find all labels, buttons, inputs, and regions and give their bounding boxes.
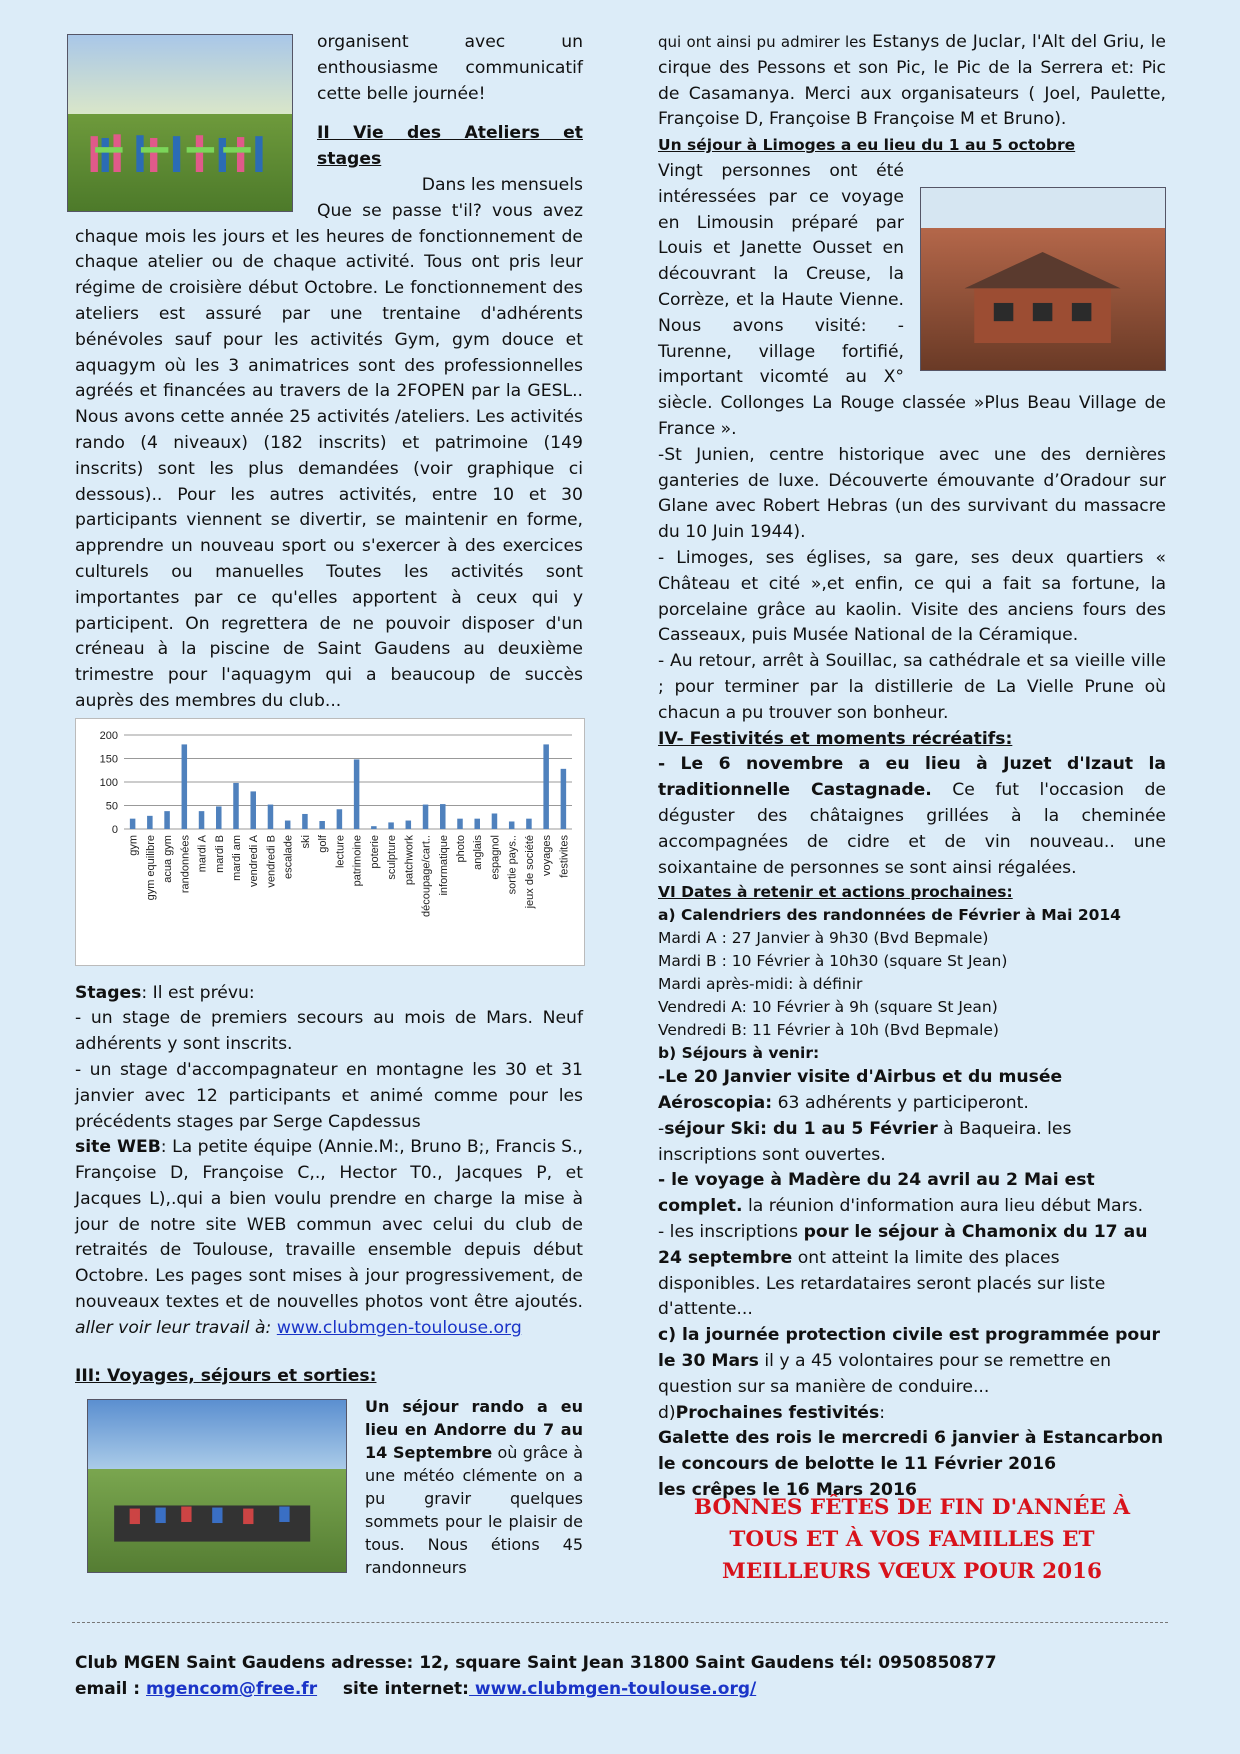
- bar-gym equilibre: [147, 816, 153, 829]
- festivites-bold: Prochaines festivités: [675, 1402, 880, 1423]
- web-text: : La petite équipe (Annie.M:, Bruno B;, Francis S., Françoise D, Françoise C,., Hector T0., Jacques P, et Jacques L),.qui a bien voulu prendre en charge la mise à jour de notre site WEB commun avec celui du club de retraités de Toulouse, travaille ensemble depuis début Octobre. Les pages sont mises à jour progressivement, de nouveaux textes et de nouvelles photos vont être ajoutés.: [75, 1137, 583, 1313]
- madere-bold: - le voyage à Madère du 24 avril au 2 Mai est complet.: [658, 1170, 1095, 1217]
- bar-anglais: [474, 818, 480, 828]
- web-italic: aller voir leur travail à:: [75, 1317, 272, 1338]
- ski-text: à Baqueira. les inscriptions sont ouvertes.: [658, 1118, 1072, 1165]
- calendar-heading: a) Calendriers des randonnées de Février à Mai 2014: [658, 906, 1121, 925]
- stages-label: Stages: [75, 982, 142, 1003]
- x-tick-label: patchwork: [403, 834, 416, 885]
- x-tick-label: sculpture: [386, 834, 399, 880]
- season-greeting: BONNES FÊTES DE FIN D'ANNÉE À TOUS ET À VOS FAMILLES ET MEILLEURS VŒUX POUR 2016: [693, 1495, 1131, 1584]
- festivites-paragraph: [658, 1401, 1166, 1427]
- castagnade-bold: - Le 6 novembre a eu lieu à Juzet d'Izaut la traditionnelle Castagnade.: [658, 754, 1166, 801]
- y-tick-label: 150: [99, 753, 118, 766]
- section3-heading: III: Voyages, séjours et sorties:: [75, 1365, 377, 1386]
- y-tick-label: 0: [111, 823, 118, 836]
- bar-vendredi B: [268, 804, 274, 828]
- stage1-text: - un stage de premiers secours au mois de Mars. Neuf adhérents y sont inscrits.: [75, 1008, 583, 1055]
- group-photo-meadow: [67, 34, 293, 212]
- calendar-line-2: Mardi B : 10 Février à 10h30 (square St Jean): [658, 952, 1008, 971]
- bar-voyages: [543, 744, 549, 829]
- madere-paragraph: [658, 1168, 1166, 1220]
- x-tick-label: patrimoine: [351, 834, 364, 887]
- x-tick-label: mardi A: [196, 834, 209, 873]
- x-tick-label: anglais: [472, 834, 485, 870]
- bar-sculpture: [388, 822, 394, 829]
- limoges-heading: Un séjour à Limoges a eu lieu du 1 au 5 octobre: [658, 136, 1076, 155]
- x-tick-label: escalade: [282, 834, 295, 879]
- andorre-continued: [658, 30, 1166, 133]
- section2-line1: Dans les mensuels: [421, 174, 583, 195]
- bar-acua gym: [164, 811, 170, 829]
- bar-lecture: [337, 809, 343, 829]
- section2-heading: II Vie des Ateliers et stages: [317, 123, 583, 170]
- y-tick-label: 50: [105, 800, 118, 813]
- site-label: site internet:: [342, 1679, 469, 1699]
- x-tick-label: gym: [127, 834, 140, 856]
- limoges-p4: - Au retour, arrêt à Souillac, sa cathédrale et sa vieille ville ; pour terminer par la distillerie de La Vielle Prune où chacun a pu trouver son bonheur.: [658, 651, 1166, 723]
- calendar-line-5: Vendredi B: 11 Février à 10h (Bvd Bepmale): [658, 1021, 999, 1040]
- group-photo-andorre: [87, 1399, 347, 1573]
- web-link[interactable]: www.clubmgen-toulouse.org: [276, 1317, 522, 1338]
- chamonix-pre: - les inscriptions: [658, 1222, 799, 1243]
- andorre-cont-small: qui ont ainsi pu admirer les: [658, 33, 867, 51]
- house-icon: [945, 252, 1140, 343]
- intro-text: organisent avec un enthousiasme communicatif cette belle journée!: [317, 32, 583, 104]
- hikers-group-icon: [109, 1490, 315, 1542]
- calendar-line-1: Mardi A : 27 Janvier à 9h30 (Bvd Bepmale): [658, 929, 989, 948]
- festivite-line-2: le concours de belotte le 11 Février 2016: [658, 1454, 1057, 1475]
- footer-contact: [75, 1676, 997, 1702]
- airbus-bold: -Le 20 Janvier visite d'Airbus et du musée Aéroscopia:: [658, 1067, 1063, 1114]
- x-tick-label: poterie: [368, 834, 381, 869]
- section6-heading: VI Dates à retenir et actions prochaines:: [658, 883, 1013, 902]
- bar-ski: [302, 814, 308, 829]
- web-label: site WEB: [75, 1137, 161, 1158]
- stages-paragraph: [75, 981, 583, 1007]
- castagnade-text: Ce fut l'occasion de déguster des châtaignes grillées à la cheminée accompagnées de cidre et de vin nouveau.. une soixantaine de personnes se sont ainsi régalées.: [658, 780, 1166, 878]
- stage2-text: - un stage d'accompagnateur en montagne les 30 et 31 janvier avec 12 participants et animé comme pour les précédents stages par Serge Capdessus: [75, 1059, 583, 1132]
- left-column: [75, 30, 583, 1579]
- x-tick-label: golf: [317, 834, 330, 853]
- bar-mardi B: [216, 806, 222, 829]
- right-column: [658, 30, 1166, 1504]
- footer: [75, 1650, 997, 1702]
- bar-mardi am: [233, 783, 239, 829]
- bar-golf: [319, 821, 325, 829]
- festivite-line-3: les crêpes le 16 Mars 2016: [658, 1480, 917, 1501]
- footer-separator: [72, 1622, 1168, 1623]
- x-tick-label: vendredi B: [265, 834, 278, 888]
- bar-escalade: [285, 820, 291, 828]
- x-tick-label: lecture: [334, 834, 347, 868]
- section4-heading: IV- Festivités et moments récréatifs:: [658, 728, 1013, 749]
- bar-patchwork: [406, 820, 412, 828]
- ski-bold: séjour Ski: du 1 au 5 Février: [664, 1118, 938, 1139]
- ski-dash: -: [658, 1118, 665, 1139]
- bar-vendredi A: [250, 791, 256, 829]
- bar-mardi A: [199, 811, 205, 829]
- x-tick-label: randonnées: [179, 834, 192, 893]
- bar-gym: [130, 818, 136, 828]
- bar-poterie: [371, 826, 377, 829]
- limoges-intro: Vingt personnes ont été intéressées par ce voyage en Limousin préparé par Louis et Janette Ousset en découvrant la Creuse, la Corrèze, et la Haute Vienne. Nous avons visité: - Turenne, village fortifié, important vicomté au X° siècle. Collonges La Rouge classée »Plus Beau Village de France ».: [658, 160, 1166, 439]
- children-group-icon: [86, 127, 269, 173]
- x-tick-label: mardi am: [231, 834, 243, 881]
- calendar-line-4: Vendredi A: 10 Février à 9h (square St Jean): [658, 998, 998, 1017]
- x-tick-label: découpage/cart..: [420, 834, 433, 917]
- email-label: email :: [75, 1679, 141, 1699]
- andorre-text: où grâce à une météo clémente on a pu gravir quelques sommets pour le plaisir de tous. Nous étions 45 randonneurs: [365, 1443, 583, 1578]
- site-link[interactable]: www.clubmgen-toulouse.org/: [468, 1679, 757, 1699]
- email-link[interactable]: mgencom@free.fr: [146, 1679, 318, 1699]
- calendar-list: [658, 927, 1166, 1042]
- sejours-heading: b) Séjours à venir:: [658, 1044, 820, 1063]
- web-paragraph: [75, 1135, 583, 1341]
- andorre-cont: Estanys de Juclar, l'Alt del Griu, le cirque des Pessons et son Pic, le Pic de la Serrera et: Pic de Casamanya. Merci aux organisateurs ( Joel, Paulette, Françoise D, Françoise B Françoise M et Bruno).: [658, 32, 1166, 130]
- ski-paragraph: [658, 1117, 1166, 1169]
- x-tick-label: voyages: [541, 834, 554, 876]
- festivites-pre: d): [658, 1402, 676, 1423]
- section2-body: Que se passe t'il? vous avez chaque mois les jours et les heures de fonctionnement de chaque atelier ou de chaque activité. Tous ont pris leur régime de croisière début Octobre. Le fonctionnement des ateliers est assuré par une trentaine d'adhérents bénévoles sauf pour les activités Gym, gym douce et aquagym où les 3 animatrices sont des professionnelles agréés et financées au travers de la 2FOPEN par la GESL.. Nous avons cette année 25 activités /ateliers. Les activités rando (4 niveaux) (182 inscrits) et patrimoine (149 inscrits) sont les plus demandées (voir graphique ci dessous).. Pour les autres activités, entre 10 et 30 participants viennent se divertir, se maintenir en forme, apprendre un nouveau sport ou s'exercer à des exercices culturels ou manuelles Toutes les activités sont importantes par ce qu'elles apportent à ceux qui y participent. On regrettera de ne pouvoir disposer d'un créneau à la piscine de Saint Gaudens au deuxième trimestre pour l'aquagym qui a beaucoup de succès auprès des membres du club...: [75, 200, 583, 711]
- footer-address: Club MGEN Saint Gaudens adresse: 12, square Saint Jean 31800 Saint Gaudens tél: 0950850877: [75, 1653, 997, 1673]
- x-tick-label: festivites: [558, 834, 571, 878]
- x-tick-label: gym equilibre: [144, 834, 157, 901]
- activities-bar-chart: [75, 718, 585, 966]
- bar-découpage/cart..: [423, 804, 429, 828]
- airbus-paragraph: [658, 1065, 1166, 1117]
- x-tick-label: sortie pays..: [506, 834, 519, 895]
- chamonix-text: ont atteint la limite des places disponibles. Les retardataires seront placés sur liste d'attente...: [658, 1247, 1106, 1320]
- x-tick-label: ski: [299, 834, 312, 849]
- protection-paragraph: [658, 1323, 1166, 1400]
- protection-text: il y a 45 volontaires pour se remettre en question sur sa manière de conduire...: [658, 1351, 1111, 1397]
- bar-festivites: [561, 769, 567, 829]
- limoges-p3: - Limoges, ses églises, sa gare, ses deux quartiers « Château et cité »,et enfin, ce qui a fait sa fortune, la porcelaine grâce au kaolin. Visite des anciens fours des Casseaux, puis Musée National de la Céramique.: [658, 547, 1166, 646]
- bar-informatique: [440, 804, 446, 829]
- x-tick-label: jeux de société: [523, 834, 536, 909]
- x-tick-label: vendredi A: [248, 834, 261, 887]
- airbus-text: 63 adhérents y participeront.: [777, 1093, 1029, 1114]
- chamonix-bold: pour le séjour à Chamonix du 17 au 24 septembre: [658, 1222, 1148, 1268]
- limoges-p2: -St Junien, centre historique avec une des dernières ganteries de luxe. Découverte émouvante d’Oradour sur Glane avec Robert Hebras (un des survivant du massacre du 10 Juin 1944).: [658, 444, 1166, 543]
- y-tick-label: 100: [99, 776, 118, 789]
- stages-intro: : Il est prévu:: [141, 982, 255, 1003]
- festivite-line-1: Galette des rois le mercredi 6 janvier à Estancarbon: [658, 1428, 1164, 1449]
- bar-randonnées: [182, 744, 188, 829]
- castagnade-paragraph: [658, 752, 1166, 881]
- x-tick-label: espagnol: [489, 834, 502, 880]
- x-tick-label: photo: [455, 834, 467, 863]
- x-tick-label: acua gym: [162, 834, 175, 883]
- x-tick-label: mardi B: [213, 834, 226, 873]
- bar-jeux de société: [526, 818, 532, 828]
- bar-espagnol: [492, 813, 498, 829]
- protection-bold: c) la journée protection civile est programmée pour le 30 Mars: [658, 1325, 1160, 1372]
- bar-photo: [457, 818, 463, 828]
- x-tick-label: informatique: [437, 834, 450, 896]
- y-tick-label: 200: [99, 729, 118, 742]
- festivites-colon: :: [879, 1402, 885, 1423]
- calendar-line-3: Mardi après-midi: à définir: [658, 975, 863, 994]
- chamonix-paragraph: [658, 1220, 1166, 1323]
- madere-text: la réunion d'information aura lieu début Mars.: [747, 1196, 1144, 1217]
- bar-sortie pays..: [509, 821, 515, 829]
- collonges-photo: [920, 187, 1166, 371]
- bar-patrimoine: [354, 759, 360, 829]
- andorre-bold: Un séjour rando a eu lieu en Andorre du 7 au 14 Septembre: [365, 1397, 583, 1463]
